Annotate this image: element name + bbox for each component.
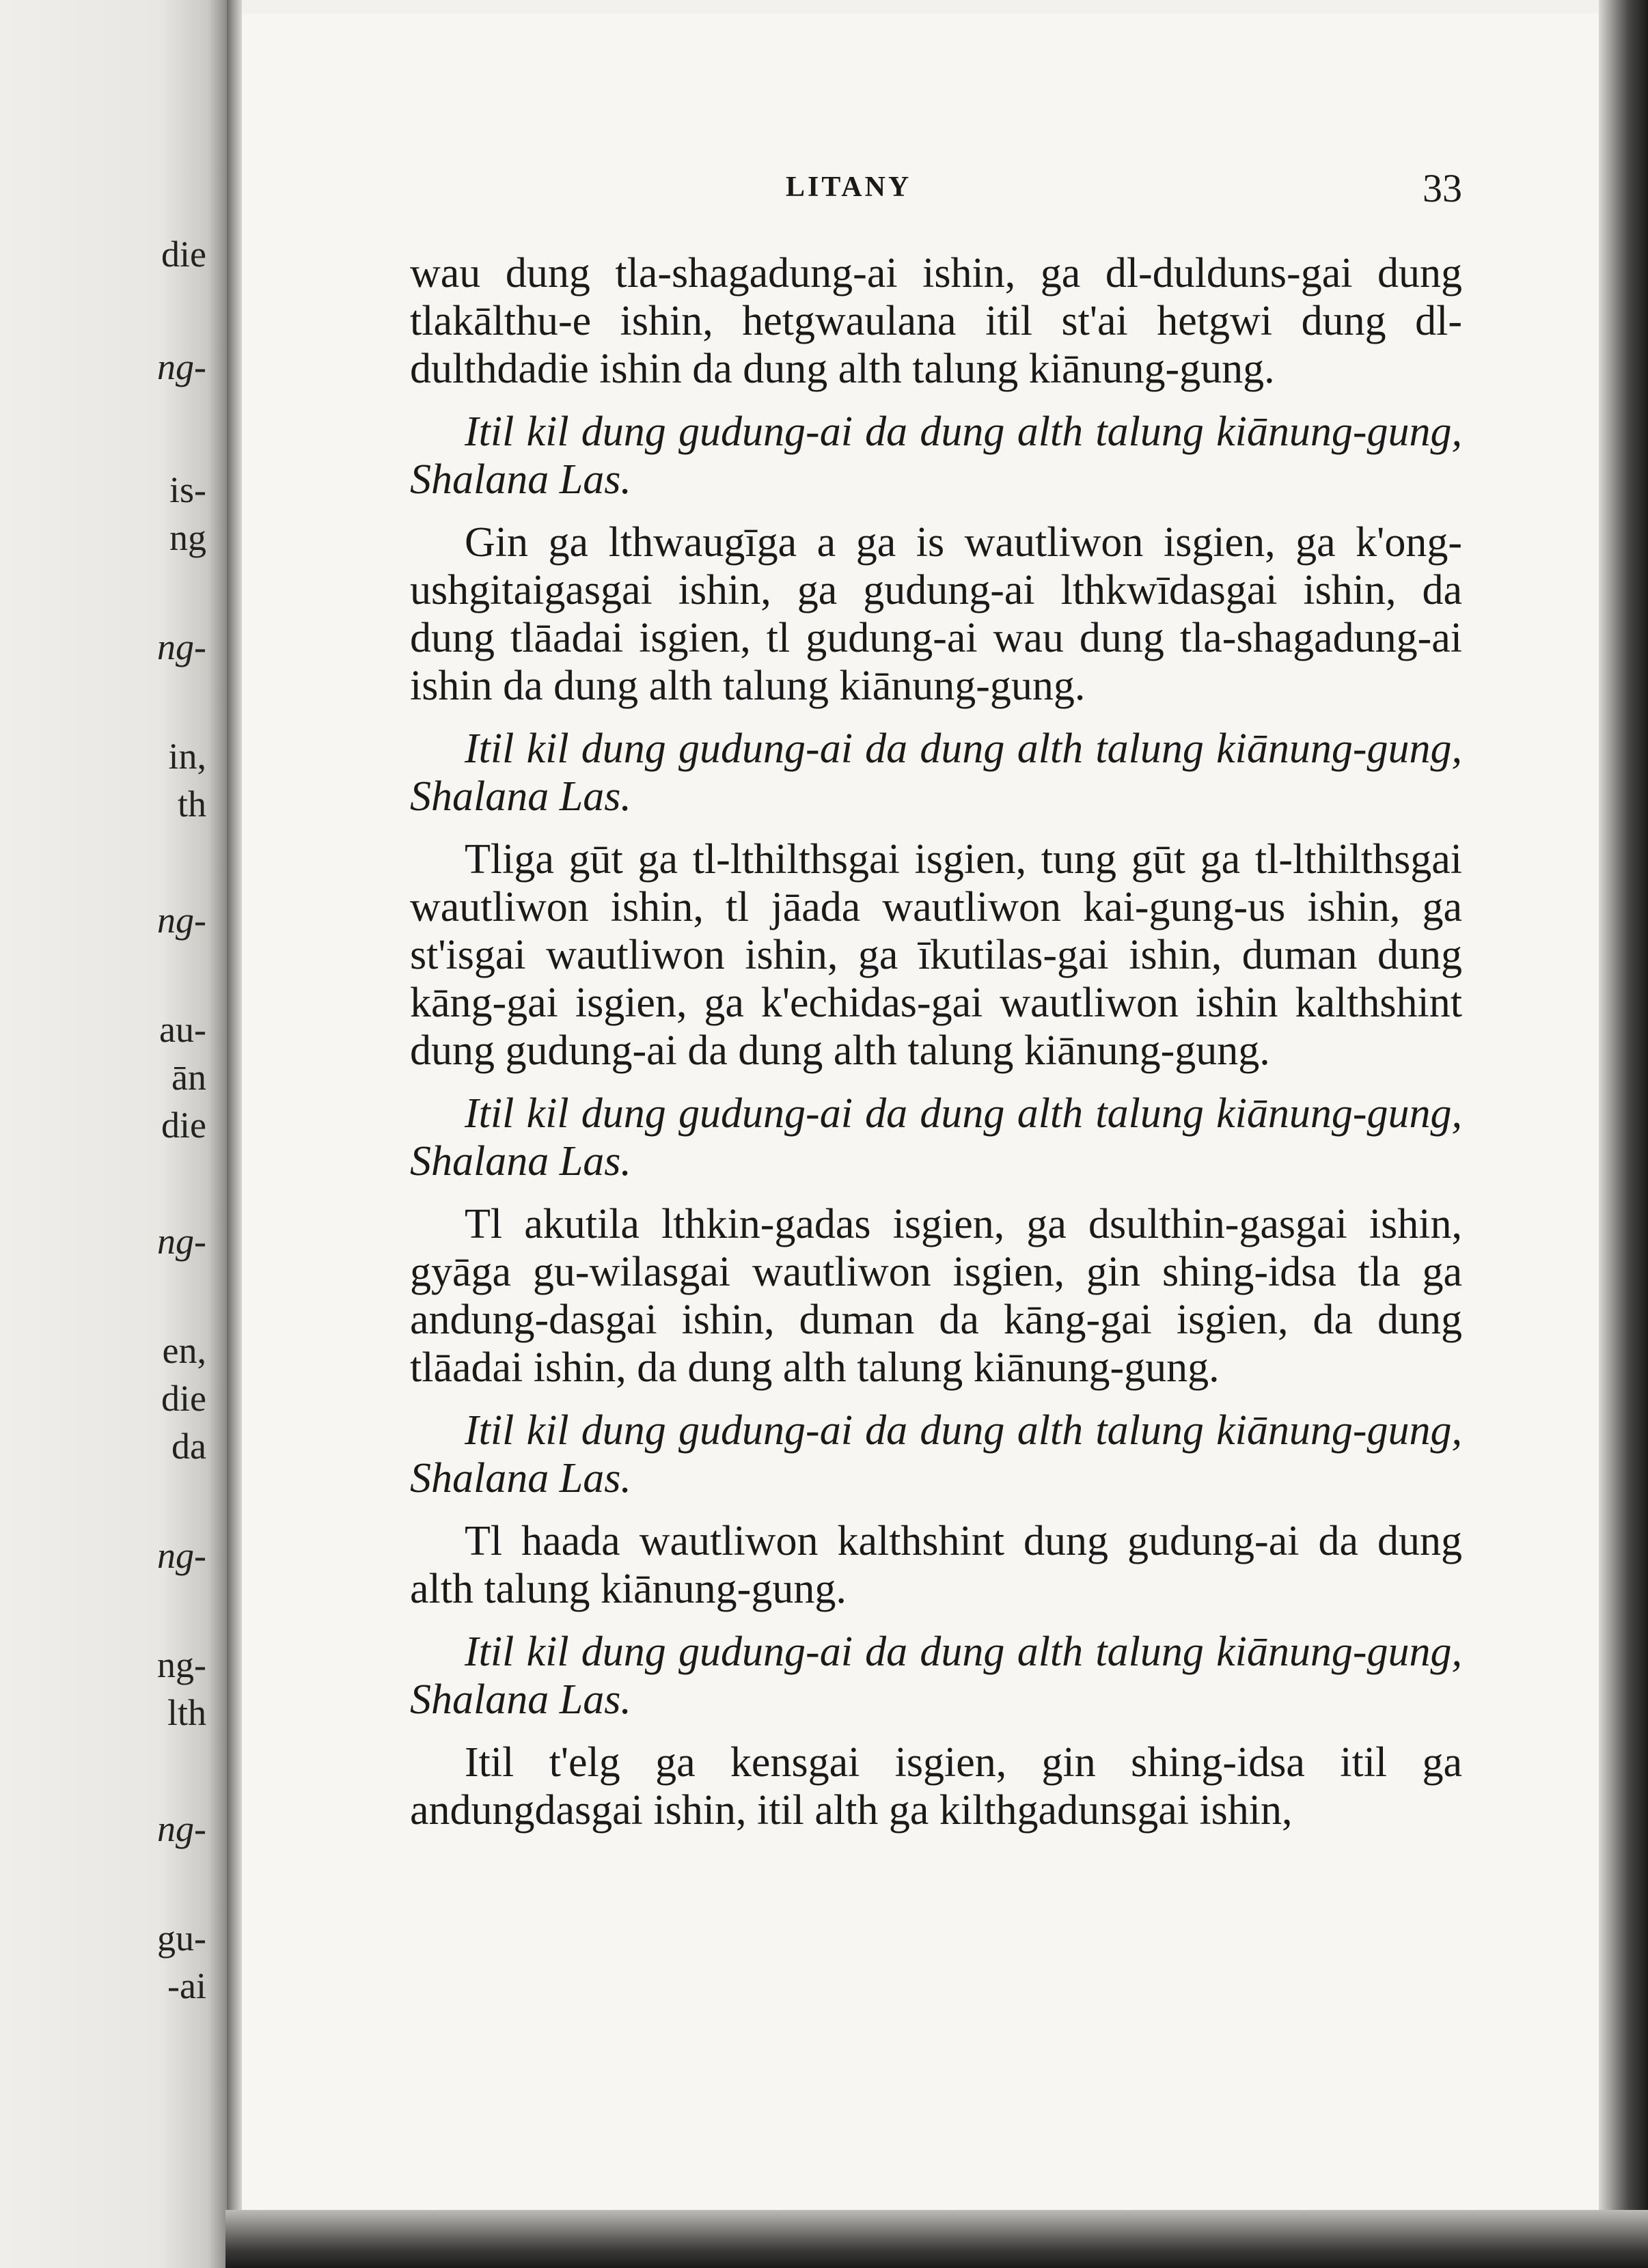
facing-page-fragment: die [161,1378,206,1419]
litany-response: Itil kil dung gudung-ai da dung alth talung kiānung-gung, Shalana Las. [410,1090,1462,1185]
facing-page-fragment: ng- [157,1808,206,1849]
page-header [786,166,1462,212]
litany-petition-continued: wau dung tla-shagadung-ai ishin, ga dl-dulduns-gai dung tlakālthu-e ishin, hetgwaulana itil st'ai hetgwi dung dl-dulthdadie ishin da dung alth talung kiānung-gung. [410,250,1462,392]
page-edge-shadow-bottom [225,2210,1648,2268]
facing-page-fragment: da [171,1426,206,1467]
litany-response: Itil kil dung gudung-ai da dung alth talung kiānung-gung, Shalana Las. [410,1407,1462,1502]
facing-page-fragment: ng [169,517,206,558]
facing-page-fragment: lth [167,1692,206,1733]
facing-page-fragment: ng- [157,900,206,941]
litany-petition: Itil t'elg ga kensgai isgien, gin shing-idsa itil ga andungdasgai ishin, itil alth ga kilthgadunsgai ishin, [410,1739,1462,1834]
page-number: 33 [1423,166,1462,210]
facing-page-fragment: die [161,1105,206,1146]
facing-page-fragment: en, [162,1330,206,1371]
litany-response: Itil kil dung gudung-ai da dung alth talung kiānung-gung, Shalana Las. [410,409,1462,503]
litany-response: Itil kil dung gudung-ai da dung alth talung kiānung-gung, Shalana Las. [410,725,1462,820]
facing-page-fragment: th [177,784,206,825]
facing-page-fragment: die [161,234,206,275]
book-gutter [227,0,242,2268]
facing-page-edge [0,0,227,2268]
facing-page-fragment: ān [171,1057,206,1098]
facing-page-fragment: ng- [157,1535,206,1576]
page-body-text [410,249,1462,1849]
litany-response: Itil kil dung gudung-ai da dung alth talung kiānung-gung, Shalana Las. [410,1629,1462,1723]
facing-page-fragment: -ai [167,1965,206,2006]
litany-petition: Tliga gūt ga tl-lthilthsgai isgien, tung gūt ga tl-lthilthsgai wautliwon ishin, tl jāada wautliwon kai-gung-us ishin, ga st'isgai wautliwon ishin, ga īkutilas-gai ishin, duman dung kāng-gai isgien, ga k'echidas-gai wautliwon ishin kalthshint dung gudung-ai da dung alth talung kiānung-gung. [410,836,1462,1074]
facing-page-fragment: gu- [157,1918,206,1959]
litany-petition: Gin ga lthwaugīga a ga is wautliwon isgien, ga k'ong-ushgitaigasgai ishin, ga gudung-ai lthkwīdasgai ishin, da dung tlāadai isgien, tl gudung-ai wau dung tla-shagadung-ai ishin da dung alth talung kiānung-gung. [410,519,1462,709]
facing-page-fragment: ng- [157,626,206,667]
running-head: LITANY [786,171,912,203]
facing-page-fragment: au- [159,1009,206,1050]
facing-page-fragment: ng- [157,1221,206,1262]
facing-page-fragment: ng- [157,346,206,387]
litany-petition: Tl akutila lthkin-gadas isgien, ga dsulthin-gasgai ishin, gyāga gu-wilasgai wautliwon isgien, gin shing-idsa tla ga andung-dasgai ishin, duman da kāng-gai isgien, da dung tlāadai ishin, da dung alth talung kiānung-gung. [410,1201,1462,1391]
facing-page-fragment: is- [169,469,206,510]
litany-petition: Tl haada wautliwon kalthshint dung gudung-ai da dung alth talung kiānung-gung. [410,1518,1462,1612]
facing-page-fragment: in, [168,736,206,777]
facing-page-fragment: ng- [157,1644,206,1685]
page-edge-shadow-right [1599,0,1648,2268]
